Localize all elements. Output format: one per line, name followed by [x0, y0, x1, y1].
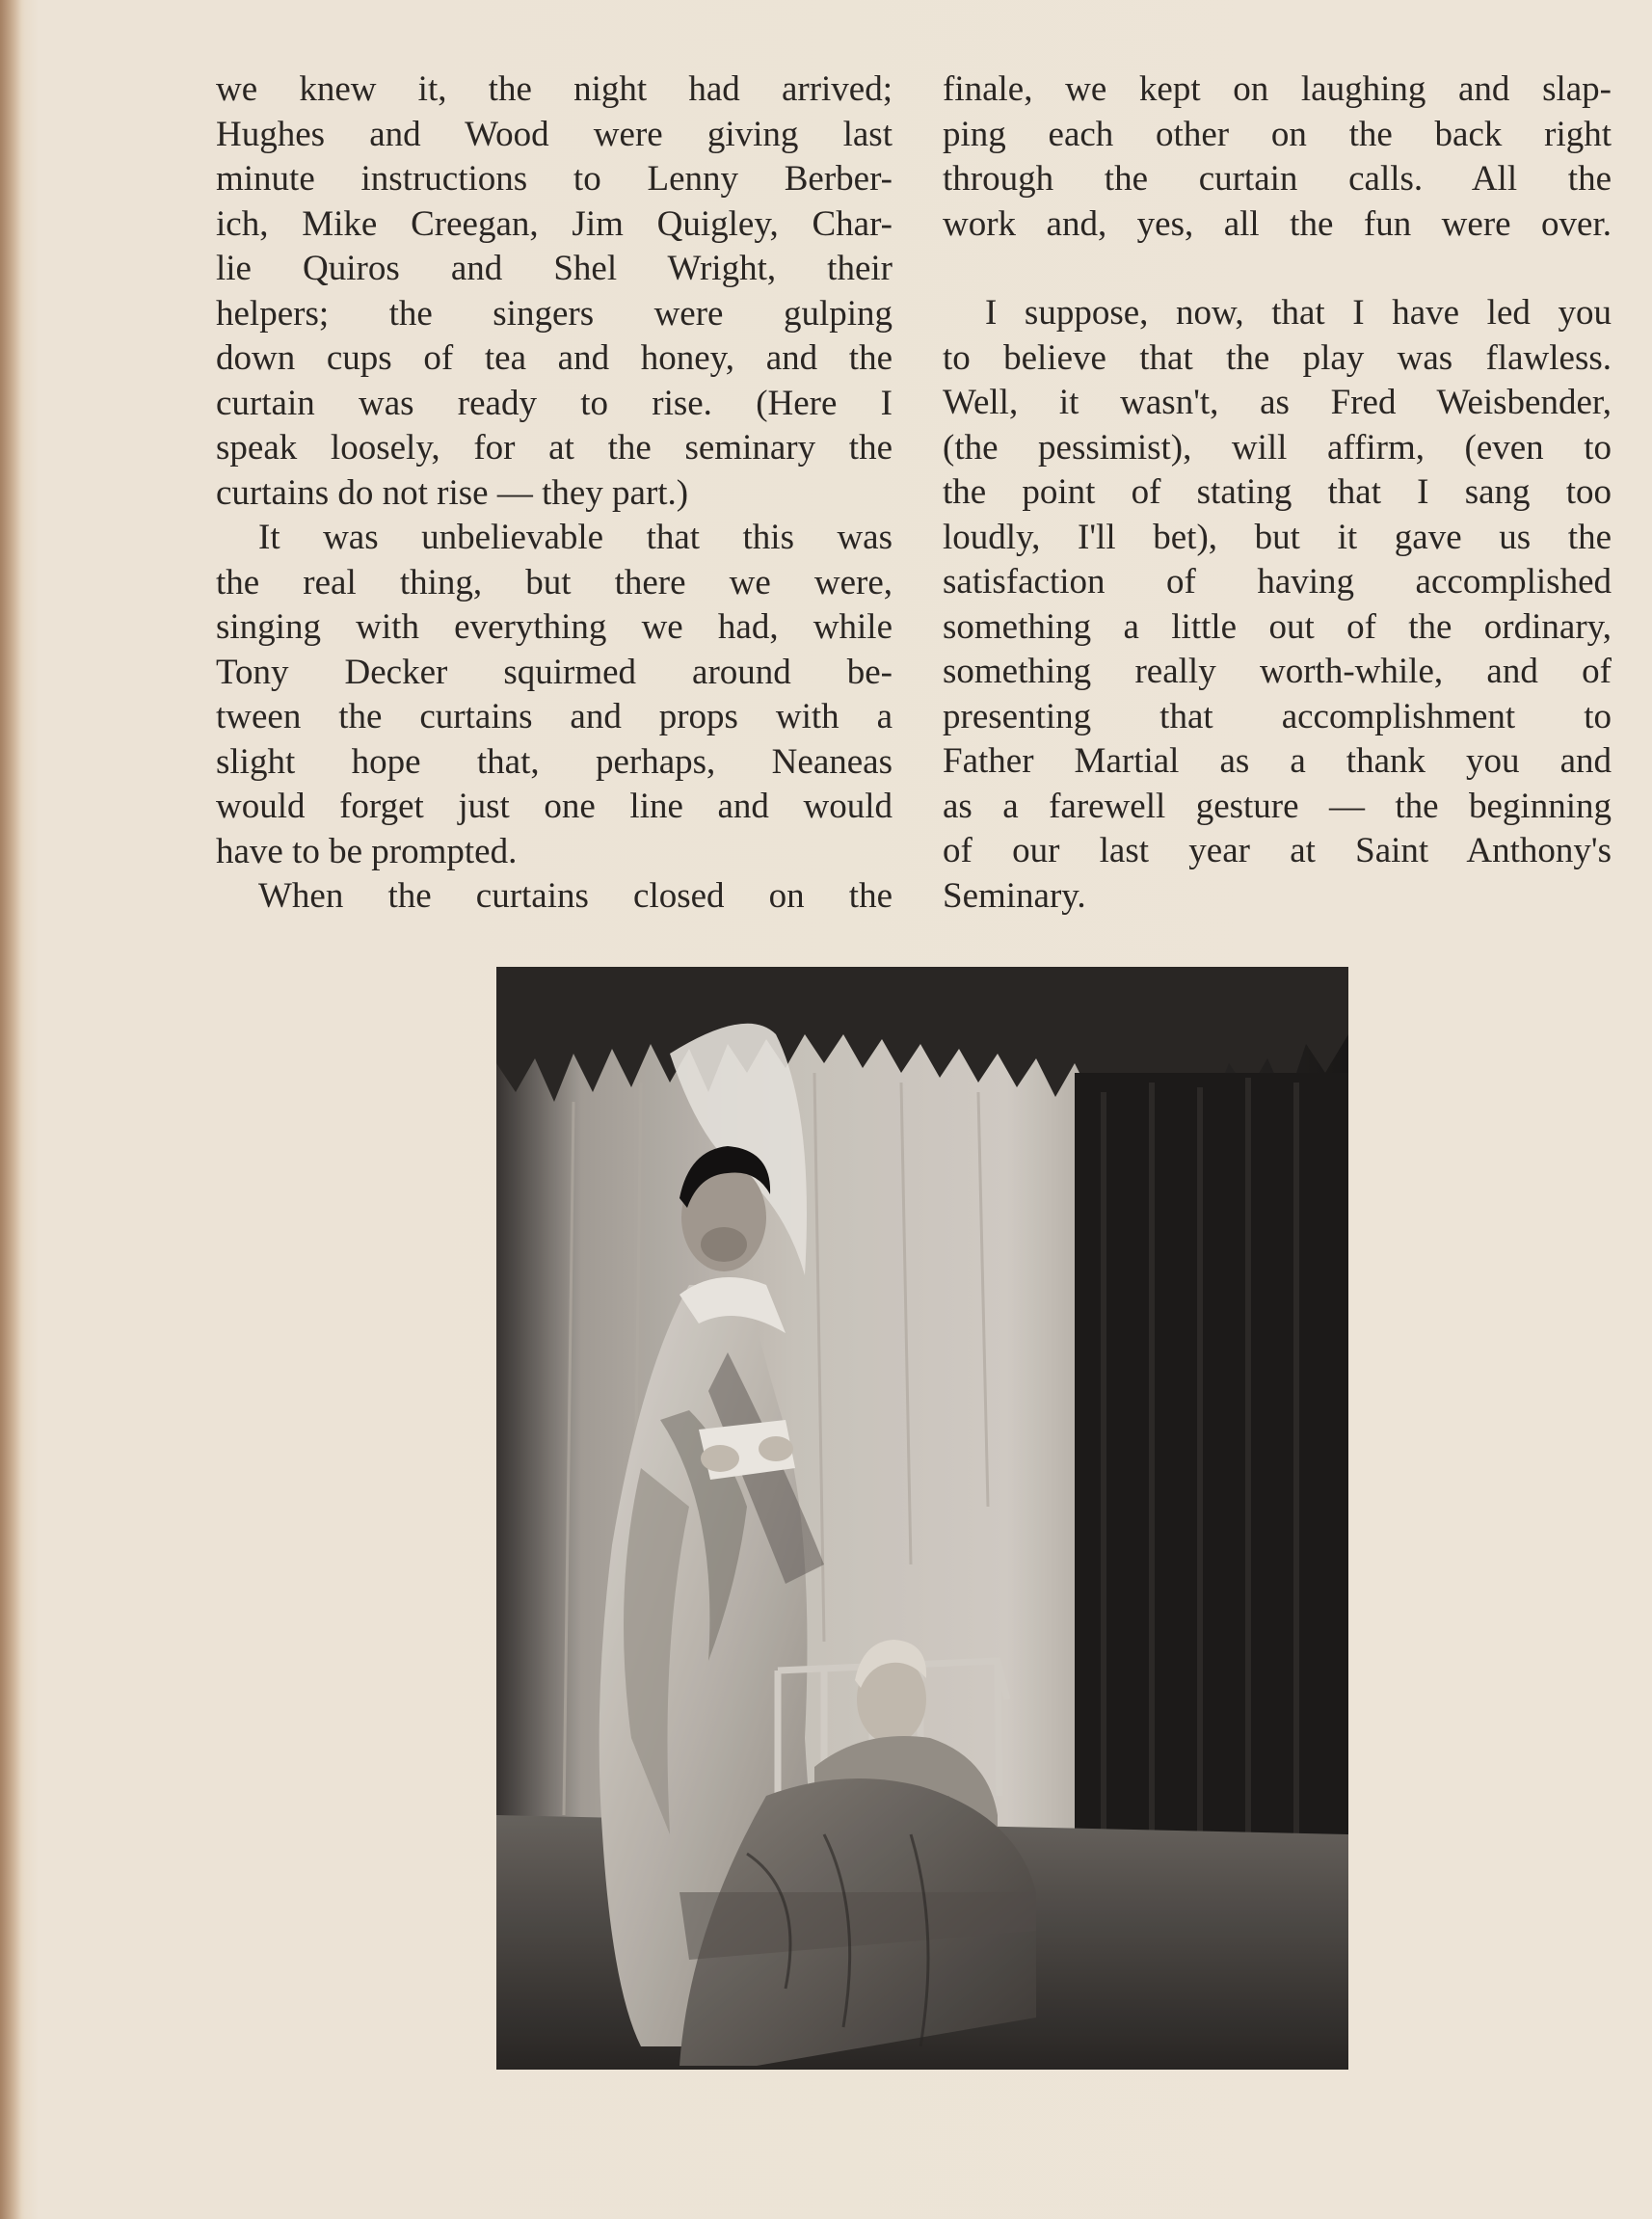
right-paragraph-2: [943, 291, 1612, 919]
left-paragraph-1: [216, 67, 893, 516]
left-paragraph-2: [216, 516, 893, 874]
text-line: presenting that accomplishment to: [943, 696, 1612, 736]
text-line: down cups of tea and honey, and the: [216, 338, 893, 378]
text-line: Father Martial as a thank you and: [943, 741, 1612, 781]
text-line: tween the curtains and props with a: [216, 697, 893, 736]
text-line: lie Quiros and Shel Wright, their: [216, 249, 893, 288]
text-line: loudly, I'll bet), but it gave us the: [943, 517, 1612, 557]
text-line: have to be prompted.: [216, 831, 518, 871]
text-line: something really worth-while, and of: [943, 652, 1612, 691]
text-line: the point of stating that I sang too: [943, 472, 1612, 512]
text-line: through the curtain calls. All the: [943, 159, 1612, 199]
text-line: the real thing, but there we were,: [216, 562, 893, 602]
text-line: Hughes and Wood were giving last: [216, 114, 893, 154]
text-line: When the curtains closed on the: [258, 876, 893, 916]
text-line: work and, yes, all the fun were over.: [943, 203, 1612, 244]
text-line: slight hope that, perhaps, Neaneas: [216, 741, 893, 782]
text-line: speak loosely, for at the seminary the: [216, 428, 893, 468]
text-line: curtains do not rise — they part.): [216, 472, 689, 513]
text-line: It was unbelievable that this was: [258, 518, 893, 557]
right-paragraph-1: [943, 67, 1612, 247]
text-line: I suppose, now, that I have led you: [985, 293, 1612, 333]
text-line: as a farewell gesture — the beginning: [943, 786, 1612, 826]
text-line: ich, Mike Creegan, Jim Quigley, Char-: [216, 203, 893, 244]
text-line: would forget just one line and would: [216, 787, 893, 826]
text-line: curtain was ready to rise. (Here I: [216, 383, 893, 423]
stage-photograph: [496, 967, 1348, 2070]
left-text-column: [216, 67, 893, 920]
right-text-column: [943, 67, 1612, 919]
text-line: Tony Decker squirmed around be-: [216, 652, 893, 692]
text-line: of our last year at Saint Anthony's: [943, 831, 1612, 870]
text-line: ping each other on the back right: [943, 114, 1612, 154]
left-paragraph-3: [216, 874, 893, 920]
text-line: singing with everything we had, while: [216, 607, 893, 647]
text-line: something a little out of the ordinary,: [943, 606, 1612, 647]
text-line: Well, it wasn't, as Fred Weisbender,: [943, 383, 1612, 422]
text-line: we knew it, the night had arrived;: [216, 69, 893, 109]
text-line: minute instructions to Lenny Berber-: [216, 159, 893, 199]
text-line: to believe that the play was flawless.: [943, 337, 1612, 378]
text-line: (the pessimist), will affirm, (even to: [943, 427, 1612, 468]
binding-gutter: [0, 0, 21, 2219]
text-line: finale, we kept on laughing and slap-: [943, 69, 1612, 109]
stage-scene-illustration: [496, 967, 1348, 2070]
text-line: satisfaction of having accomplished: [943, 562, 1612, 602]
text-line: Seminary.: [943, 875, 1086, 916]
text-line: helpers; the singers were gulping: [216, 293, 893, 334]
